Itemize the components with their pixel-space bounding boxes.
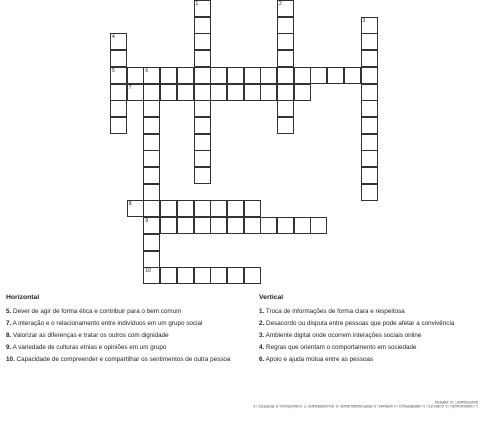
cell-number: 9: [145, 218, 149, 225]
grid-cell[interactable]: [227, 67, 244, 84]
grid-cell[interactable]: [143, 251, 160, 268]
grid-cell[interactable]: [160, 200, 177, 217]
clue-text: Capacidade de compreender e compartilhar os sentimentos de outra pessoa: [14, 356, 231, 363]
grid-cell[interactable]: [110, 84, 127, 101]
grid-cell[interactable]: [244, 200, 261, 217]
grid-cell[interactable]: [160, 67, 177, 84]
answer-key: 1. COMUNICAÇÃO / 2. CONFLITO / 3. CIBERESPAÇO / 4. NORMAS / 5. RESPONSABILIDADE / 6. SOLIDARIEDADE / 7. CONVIVÊNCIA / 8. RESPEITO / 9. DIVERSIDADE / 10. EMPATIA: [252, 400, 478, 408]
grid-cell[interactable]: [244, 217, 261, 234]
grid-cell[interactable]: [194, 200, 211, 217]
clue-number: 6.: [259, 356, 265, 363]
across-title: Horizontal: [6, 294, 40, 301]
grid-cell[interactable]: [210, 200, 227, 217]
grid-cell[interactable]: [210, 84, 227, 101]
grid-cell[interactable]: [143, 67, 160, 84]
grid-cell[interactable]: [143, 150, 160, 167]
grid-cell[interactable]: [227, 267, 244, 284]
grid-cell[interactable]: [143, 167, 160, 184]
grid-cell[interactable]: [194, 150, 211, 167]
clue-down-3: [259, 332, 469, 340]
grid-cell[interactable]: [194, 17, 211, 34]
clue-text: A interação e o relacionamento entre indivíduos em um grupo social: [11, 320, 203, 327]
grid-cell[interactable]: [143, 117, 160, 134]
clue-down-2: [259, 320, 469, 328]
grid-cell[interactable]: [277, 100, 294, 117]
grid-cell[interactable]: [177, 267, 194, 284]
clue-across-10: [6, 356, 242, 364]
grid-cell[interactable]: [227, 217, 244, 234]
grid-cell[interactable]: [361, 134, 378, 151]
clue-across-9: [6, 344, 242, 352]
grid-cell[interactable]: [210, 67, 227, 84]
cell-number: 2: [279, 1, 282, 7]
grid-cell[interactable]: [143, 134, 160, 151]
grid-cell[interactable]: [177, 217, 194, 234]
grid-cell[interactable]: [277, 117, 294, 134]
grid-cell[interactable]: [294, 84, 311, 101]
grid-cell[interactable]: [277, 33, 294, 50]
grid-cell[interactable]: [277, 0, 294, 17]
grid-cell[interactable]: [277, 50, 294, 67]
grid-cell[interactable]: [244, 67, 261, 84]
grid-cell[interactable]: [361, 150, 378, 167]
grid-cell[interactable]: [260, 84, 277, 101]
grid-cell[interactable]: [177, 200, 194, 217]
grid-cell[interactable]: [227, 84, 244, 101]
grid-cell[interactable]: [361, 100, 378, 117]
grid-cell[interactable]: [177, 84, 194, 101]
grid-cell[interactable]: [160, 217, 177, 234]
cell-number: 7: [128, 84, 132, 91]
grid-cell[interactable]: [260, 67, 277, 84]
cell-number: 4: [112, 34, 115, 41]
grid-cell[interactable]: [110, 100, 127, 117]
grid-cell[interactable]: [194, 134, 211, 151]
cell-number: 10: [145, 268, 151, 275]
clue-number: 4.: [259, 344, 265, 351]
grid-cell[interactable]: [194, 50, 211, 67]
cell-number: 5: [112, 67, 115, 74]
clue-down-1: [259, 308, 469, 316]
grid-cell[interactable]: [110, 33, 127, 50]
grid-cell[interactable]: [177, 67, 194, 84]
grid-cell[interactable]: [160, 267, 177, 284]
grid-cell[interactable]: [361, 67, 378, 84]
grid-cell[interactable]: [344, 67, 361, 84]
grid-cell[interactable]: [227, 200, 244, 217]
grid-cell[interactable]: [194, 167, 211, 184]
grid-cell[interactable]: [110, 50, 127, 67]
grid-cell[interactable]: [277, 84, 294, 101]
clue-text: Desacordo ou disputa entre pessoas que pode afetar a convivência: [264, 320, 455, 327]
grid-cell[interactable]: [127, 84, 144, 101]
clue-text: Regras que orientam o comportamento em sociedade: [264, 344, 417, 351]
grid-cell[interactable]: [310, 217, 327, 234]
clue-number: 10.: [6, 356, 15, 363]
grid-cell[interactable]: [210, 267, 227, 284]
grid-cell[interactable]: [143, 184, 160, 201]
clue-text: Troca de informações de forma clara e respeitosa: [264, 308, 405, 315]
grid-cell[interactable]: [194, 117, 211, 134]
grid-cell[interactable]: [194, 0, 211, 17]
clue-text: Ambiente digital onde ocorrem interações sociais online: [264, 332, 422, 339]
clue-down-4: [259, 344, 469, 352]
grid-cell[interactable]: [244, 267, 261, 284]
grid-cell[interactable]: [277, 67, 294, 84]
cell-number: 3: [362, 17, 366, 24]
grid-cell[interactable]: [127, 67, 144, 84]
grid-cell[interactable]: [294, 67, 311, 84]
clue-text: Dever de agir de forma ética e contribuir para o bem comum: [11, 308, 182, 315]
grid-cell[interactable]: [361, 84, 378, 101]
grid-cell[interactable]: [194, 84, 211, 101]
grid-cell[interactable]: [310, 67, 327, 84]
down-clues: [259, 294, 469, 368]
grid-cell[interactable]: [127, 200, 144, 217]
clue-text: Apoio e ajuda mútua entre as pessoas: [264, 356, 374, 363]
grid-cell[interactable]: [143, 84, 160, 101]
clue-number: 5.: [6, 308, 12, 315]
cell-number: 8: [128, 201, 132, 208]
clue-across-7: [6, 320, 242, 328]
clue-across-5: [6, 308, 242, 316]
grid-cell[interactable]: [160, 84, 177, 101]
clue-number: 7.: [6, 320, 12, 327]
grid-cell[interactable]: [361, 50, 378, 67]
grid-cell[interactable]: [260, 217, 277, 234]
grid-cell[interactable]: [143, 234, 160, 251]
grid-cell[interactable]: [143, 100, 160, 117]
clue-number: 3.: [259, 332, 265, 339]
grid-cell[interactable]: [361, 184, 378, 201]
grid-cell[interactable]: [277, 217, 294, 234]
grid-cell[interactable]: [110, 117, 127, 134]
clue-number: 2.: [259, 320, 265, 327]
across-clues: [6, 294, 242, 368]
grid-cell[interactable]: [244, 84, 261, 101]
grid-cell[interactable]: [110, 67, 127, 84]
grid-cell[interactable]: [194, 100, 211, 117]
grid-cell[interactable]: [194, 67, 211, 84]
grid-cell[interactable]: [194, 33, 211, 50]
grid-cell[interactable]: [361, 117, 378, 134]
grid-cell[interactable]: [294, 217, 311, 234]
grid-cell[interactable]: [361, 33, 378, 50]
clue-down-6: [259, 356, 469, 364]
grid-cell[interactable]: [327, 67, 344, 84]
grid-cell[interactable]: [210, 217, 227, 234]
grid-cell[interactable]: [361, 167, 378, 184]
cell-number: 6: [145, 67, 149, 74]
grid-cell[interactable]: [143, 217, 160, 234]
grid-cell[interactable]: [194, 217, 211, 234]
clue-number: 1.: [259, 308, 265, 315]
clue-across-8: [6, 332, 242, 340]
clue-text: A variedade de culturas etnias e opiniões em um grupo: [11, 344, 167, 351]
down-title: Vertical: [259, 294, 284, 301]
grid-cell[interactable]: [194, 267, 211, 284]
clue-number: 8.: [6, 332, 12, 339]
grid-cell[interactable]: [277, 17, 294, 34]
clue-number: 9.: [6, 344, 12, 351]
clue-text: Valorizar as diferenças e tratar os outros com dignidade: [11, 332, 169, 339]
cell-number: 1: [195, 1, 199, 7]
grid-cell[interactable]: [143, 267, 160, 284]
grid-cell[interactable]: [361, 17, 378, 34]
grid-cell[interactable]: [143, 200, 160, 217]
